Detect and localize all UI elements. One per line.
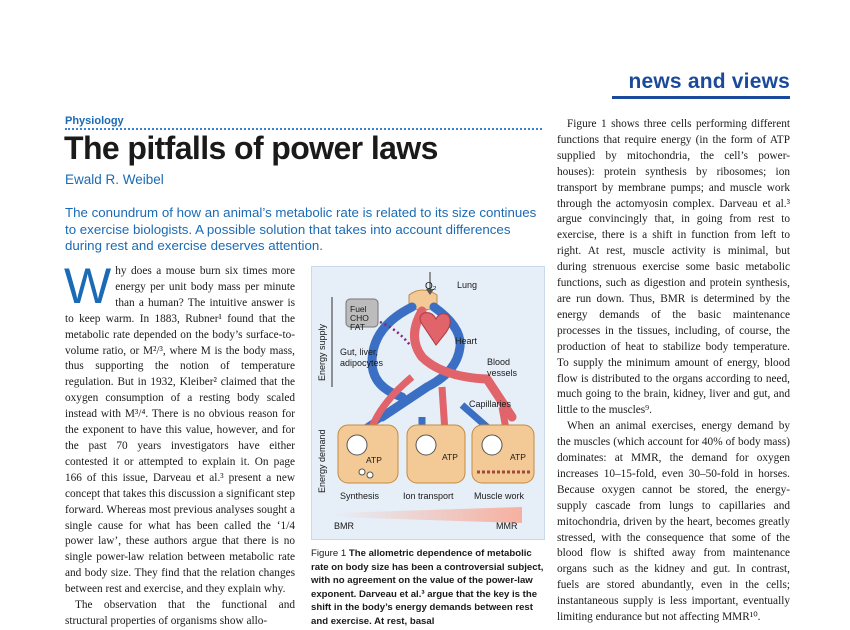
atp-label-3: ATP: [510, 452, 526, 462]
energy-supply-label: Energy supply: [317, 323, 327, 381]
section-rule: [612, 96, 790, 99]
caption-label: Figure 1: [311, 548, 347, 559]
ribosome-2: [367, 472, 373, 478]
o2-label: O₂: [425, 281, 437, 292]
muscle-work-label: Muscle work: [474, 491, 525, 501]
column3-paragraph-2: When an animal exercises, energy demand by the muscles (which account for 40% of body mass) dominates: at MMR, the demand for oxygen increases 10–15-fold, even 30–50-fold in horses. Because oxygen cannot be stored, the energy-supply cascade from lungs to capillaries and mitochondria, driven by the heart, becomes greatly stressed, with the consequence that some of the blood flow is shifted away from maintenance organs such as the kidney and gut. In contrast, fuels are stored abundantly, even in the cells; instantaneous supply is less important, eventually limiting endurance but not affecting MMR¹⁰.: [557, 420, 790, 624]
body-column-3: [557, 117, 790, 626]
blood-vessels-label-1: Blood: [487, 357, 511, 367]
author-name: Ewald R. Weibel: [65, 172, 164, 187]
bmr-mmr-gradient: [334, 507, 522, 523]
body-column-1: [64, 258, 295, 630]
heart-shape: [420, 313, 450, 345]
blood-vessels-label-2: vessels: [487, 368, 518, 378]
heart-label: Heart: [455, 336, 478, 346]
mmr-label: MMR: [496, 521, 518, 531]
figure-1: [311, 266, 545, 540]
ion-transport-label: Ion transport: [403, 491, 454, 501]
figure-diagram: [312, 267, 544, 539]
caption-bold: The allometric dependence of metabolic rate on body size has been a controversial subject, with no agreement on the value of the power-law exponent. Darveau et al.³ argue that the key is the shift in the body’s energy demands between rest and exercise. At rest, basal: [311, 548, 544, 627]
article-title: The pitfalls of power laws: [64, 130, 438, 166]
ribosome-1: [359, 469, 365, 475]
mitochondrion-1: [347, 435, 367, 455]
capillaries-label: Capillaries: [469, 399, 512, 409]
mitochondrion-3: [482, 435, 502, 455]
lung-label: Lung: [457, 280, 478, 290]
atp-label-1: ATP: [366, 455, 382, 465]
energy-demand-label: Energy demand: [317, 429, 327, 493]
column1-paragraph-1: hy does a mouse burn six times more energy per unit body mass per minute than a human? The intuitive answer is to keep warm. In 1883, Rubner¹ found that the metabolic rate depended on the body’s surface-to-volume ratio, or M²/³, where M is the body mass, thus supporting the notion of temperature regulation. But in 1932, Kleiber² claimed that the oxygen consumption of a resting body scaled instead with M³/⁴. There is no obvious reason for the exponent to have this value, however, and for the past 70 years investigators have either contested it or attempted to explain it. On page 166 of this issue, Darveau et al.³ present a new concept that takes this discussion a significant step forward. Whereas most previous analyses sought a single cause for what has been called the ‘1/4 power law’, these authors argue that there is no single power-law relation between metabolic rate and body size. They find that the relation changes between rest and exercise, and they explain why.: [65, 265, 295, 596]
column1-paragraph-2: The observation that the functional and structural properties of organisms show allo-: [65, 599, 295, 627]
atp-label-2: ATP: [442, 452, 458, 462]
column3-paragraph-1: Figure 1 shows three cells performing different functions that require energy (in the form of ATP supplied by mitochondria, the cell’s power-houses): protein synthesis by ribosomes; ion transport by membrane pumps; and muscle work through the actomyosin complex. Darveau et al.³ argue convincingly that, in going from rest to exercise, there is a shift in function from left to right. At rest, muscle activity is minimal, but during strenuous exercise some basic metabolic functions, such as digestion and protein synthesis, are run down. Thus, BMR is determined by the energy demands of the basic maintenance processes in the tissues, including, of course, the production of heat to stabilize body temperature. To supply the minimum amount of energy, blood flow is distributed to the organs according to need, much going to the brain, kidney, liver and gut, and little to the muscles⁹.: [557, 118, 790, 417]
mitochondrion-2: [416, 435, 436, 455]
fuel-label-2: CHO: [350, 313, 369, 323]
fuel-label-3: FAT: [350, 322, 365, 332]
synthesis-label: Synthesis: [340, 491, 380, 501]
standfirst: The conundrum of how an animal’s metabolic rate is related to its size continues to exercise biologists. A possible solution that takes into account differences during rest and exercise deserves attention.: [65, 205, 537, 253]
drop-cap: W: [64, 258, 112, 314]
fuel-label-1: Fuel: [350, 304, 367, 314]
section-heading: news and views: [628, 70, 790, 93]
stores-label-2: adipocytes: [340, 358, 384, 368]
kicker: Physiology: [65, 115, 124, 127]
bmr-label: BMR: [334, 521, 354, 531]
figure-caption: [311, 547, 545, 629]
stores-label-1: Gut, liver,: [340, 347, 379, 357]
